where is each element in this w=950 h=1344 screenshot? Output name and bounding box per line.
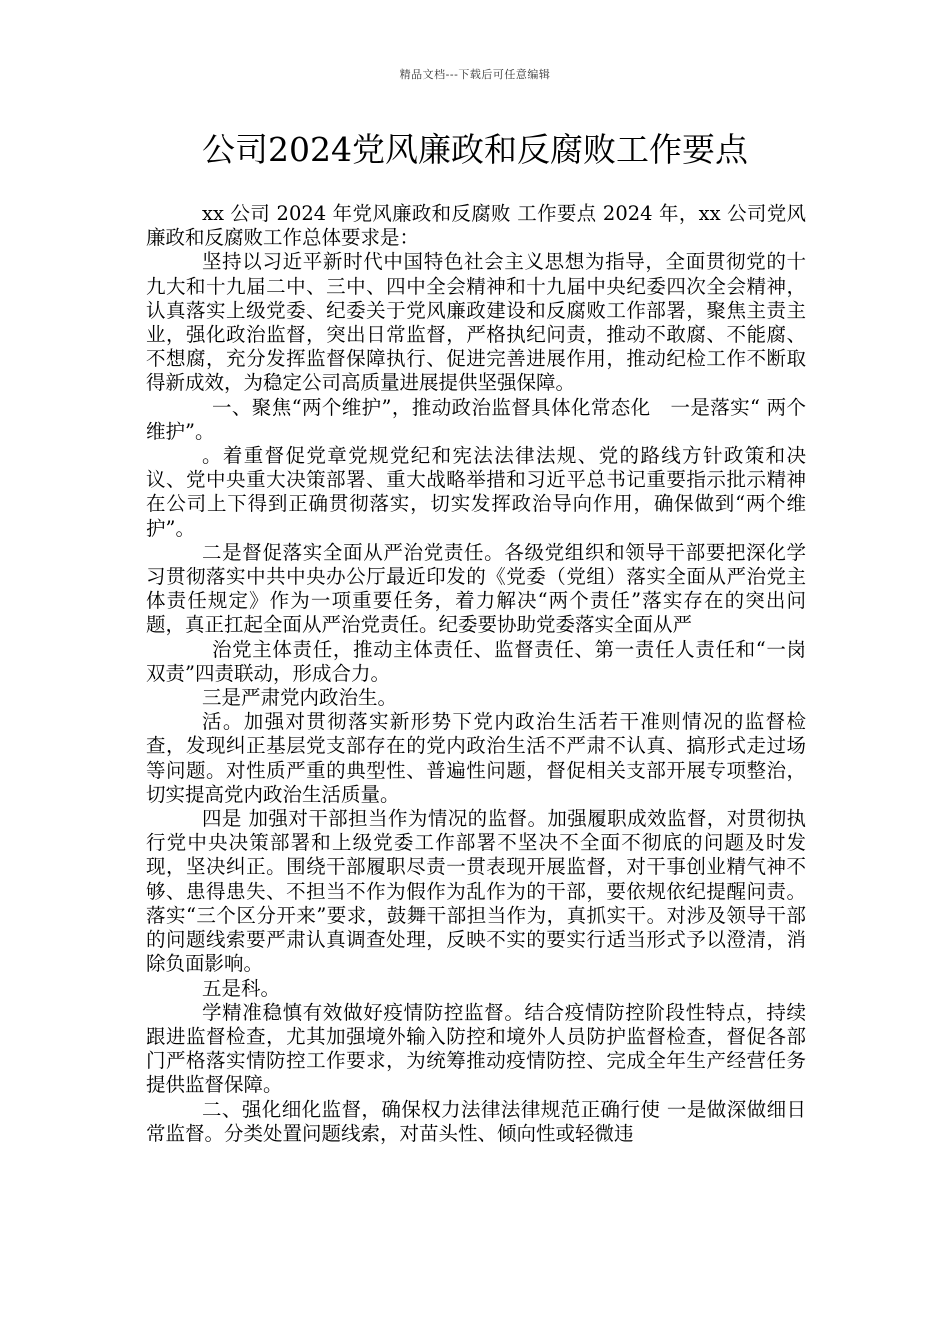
paragraph-guiding-principle: 坚持以习近平新时代中国特色社会主义思想为指导，全面贯彻党的十九大和十九届二中、三中、四中全会精神和十九届中央纪委四次全会精神，认真落实上级党委、纪委关于党风廉政建设和反腐败工作部署，聚焦主责主业，强化政治监督，突出日常监督，严格执纪问责，推动不敢腐、不能腐、不想腐，充分发挥监督保障执行、促进完善进展作用，推动纪检工作不断取得新成效，为稳定公司高质量进展提供坚强保障。 [146,250,806,395]
paragraph-cadre-supervision: 四是 加强对干部担当作为情况的监督。加强履职成效监督，对贯彻执行党中央决策部署和上级党委工作部署不坚决不全面不彻底的问题及时发现，坚决纠正。围绕干部履职尽责一贯表现开展监督，对干事创业精气神不够、患得患失、不担当不作为假作为乱作为的干部，要依规依纪提醒问责。落实“三个区分开来”要求，鼓舞干部担当作为，真抓实干。对涉及领导干部的问题线索要严肃认真调查处理，反映不实的要实行适当形式予以澄清，消除负面影响。 [146,807,806,976]
paragraph-political-life-heading: 三是严肃党内政治生。 [202,686,398,710]
document-body [146,202,806,1146]
paragraph-two-safeguards: 。着重督促党章党规党纪和宪法法律法规、党的路线方针政策和决议、党中央重大决策部署、重大战略举措和习近平总书记重要指示批示精神在公司上下得到正确贯彻落实，切实发挥政治导向作用，确保做到“两个维护”。 [146,444,806,540]
section-heading-two: 二、强化细化监督，确保权力法律法律规范正确行使 一是做深做细日常监督。分类处置问题线索，对苗头性、倾向性或轻微违 [146,1097,806,1145]
document-title: 公司2024党风廉政和反腐败工作要点 [202,130,748,169]
paragraph-responsibility-continued: 治党主体责任，推动主体责任、监督责任、第一责任人责任和“一岗双责”四责联动，形成合力。 [146,637,806,685]
section-heading-one: 一、聚焦“两个维护”，推动政治监督具体化常态化 一是落实“ 两个维护”。 [146,395,806,443]
paragraph-intro: xx 公司 2024 年党风廉政和反腐败 工作要点 2024 年，xx 公司党风廉政和反腐败工作总体要求是： [146,202,806,250]
paragraph-party-responsibility: 二是督促落实全面从严治党责任。各级党组织和领导干部要把深化学习贯彻落实中共中央办公厅最近印发的《党委（党组）落实全面从严治党主体责任规定》作为一项重要任务，着力解决“两个责任”落实存在的突出问题，真正扛起全面从严治党责任。纪委要协助党委落实全面从严 [146,540,806,637]
page-header-note: 精品文档---下载后可任意编辑 [399,68,551,81]
paragraph-political-life: 活。加强对贯彻落实新形势下党内政治生活若干准则情况的监督检查，发现纠正基层党支部存在的党内政治生活不严肃不认真、搞形式走过场等问题。对性质严重的典型性、普遍性问题，督促相关支部开展专项整治，切实提高党内政治生活质量。 [146,710,806,806]
paragraph-epidemic-heading: 五是科。 [202,976,281,1000]
paragraph-epidemic-supervision: 学精准稳慎有效做好疫情防控监督。结合疫情防控阶段性特点，持续跟进监督检查，尤其加强境外输入防控和境外人员防护监督检查，督促各部门严格落实情防控工作要求，为统筹推动疫情防控、完成全年生产经营任务提供监督保障。 [146,1000,806,1097]
